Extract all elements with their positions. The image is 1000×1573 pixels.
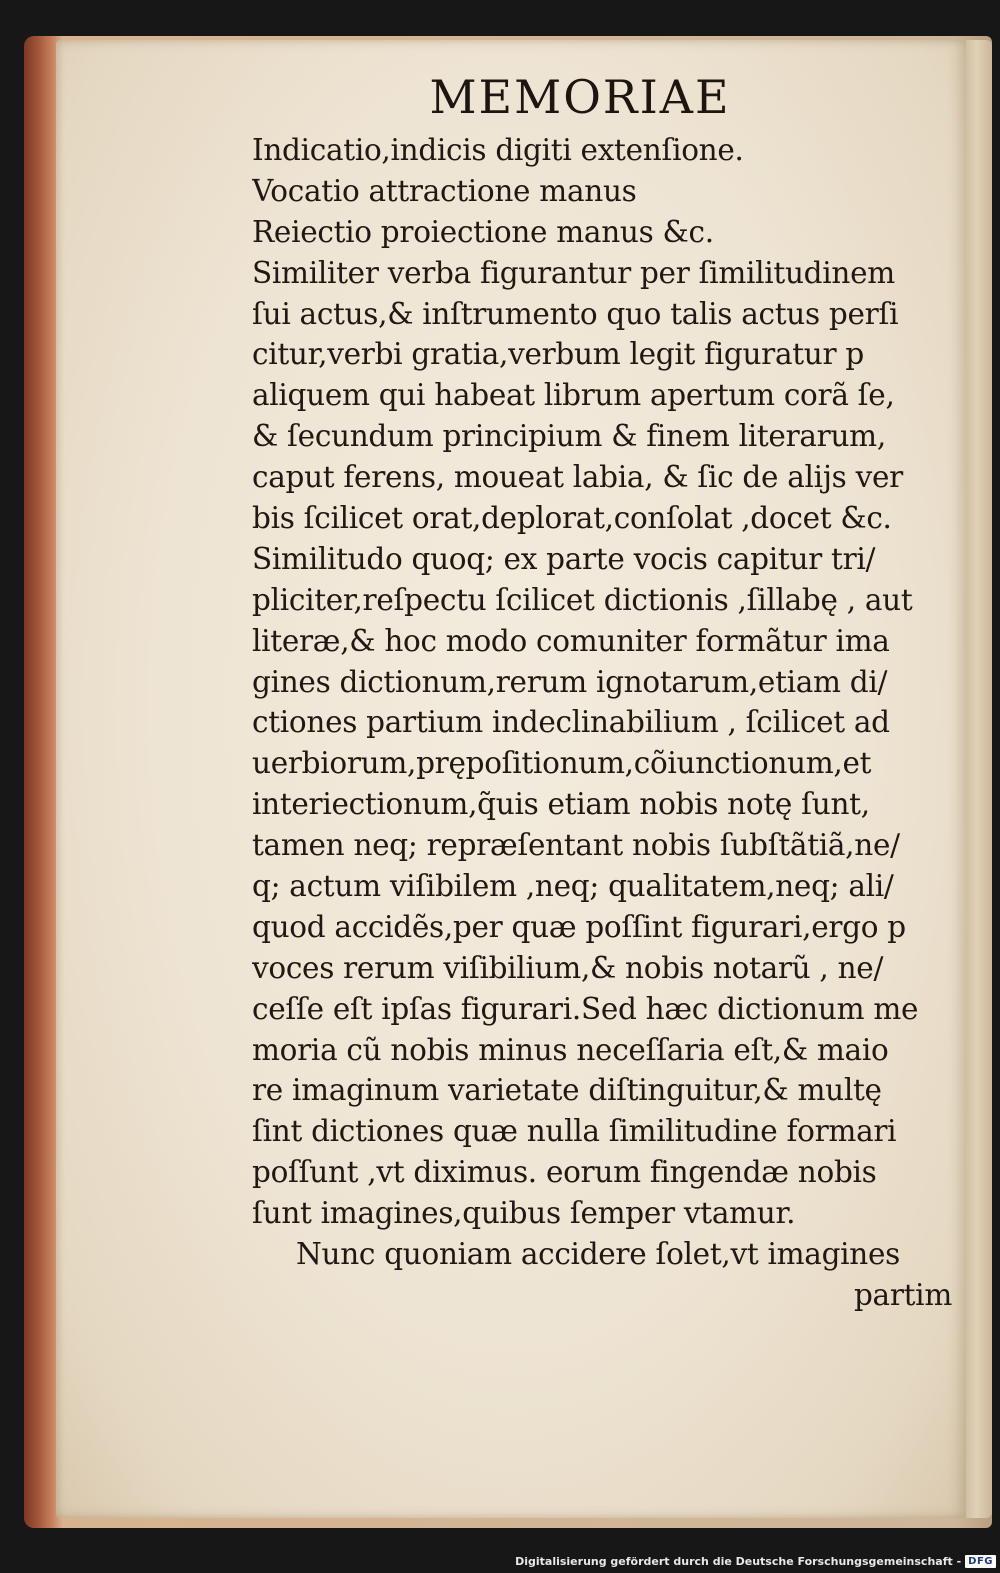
text-line: ſint dictiones quæ nulla ſimilitudine formari — [252, 1114, 897, 1149]
text-line: ſunt imagines,quibus ſemper vtamur. — [252, 1196, 796, 1231]
text-line: gines dictionum,rerum ignotarum,etiam di/ — [252, 664, 888, 699]
page-stack-edge — [966, 40, 992, 1518]
digitization-credit — [515, 1551, 996, 1571]
text-line: Indicatio,indicis digiti extenſione. — [252, 133, 744, 167]
text-line: aliquem qui habeat librum apertum corã ſe, — [252, 378, 895, 413]
page-text — [252, 130, 960, 1316]
text-line: voces rerum viſibilium,& nobis notarũ , ne/ — [252, 950, 884, 985]
text-line: re imaginum varietate diſtinguitur,& multę — [252, 1073, 882, 1108]
paragraph-start-line: Nunc quoniam accidere ſolet,vt imagines — [296, 1237, 900, 1272]
text-line: ctiones partium indeclinabilium , ſcilicet ad — [252, 705, 890, 740]
text-line: Vocatio attractione manus — [252, 173, 637, 208]
text-line: bis ſcilicet orat,deplorat,conſolat ,docet &c. — [252, 501, 892, 536]
text-line: literæ,& hoc modo comuniter formãtur ima — [252, 623, 890, 658]
text-line: tamen neq; repræſentant nobis ſubſtãtiã,ne/ — [252, 828, 900, 863]
text-line: poſſunt ,vt diximus. eorum fingendæ nobis — [252, 1155, 877, 1190]
text-line: q; actum viſibilem ,neq; qualitatem,neq; ali/ — [252, 869, 894, 904]
text-line: pliciter,reſpectu ſcilicet dictionis ,ſillabę , aut — [252, 582, 913, 617]
text-line: quod accidẽs,per quæ poſſint figurari,ergo p — [252, 909, 906, 944]
text-line: ſui actus,& inſtrumento quo talis actus perſi — [252, 296, 899, 331]
text-line: caput ferens, moueat labia, & ſic de alijs ver — [252, 460, 903, 495]
text-line: Reiectio proiectione manus &c. — [252, 214, 714, 249]
credit-text: Digitalisierung gefördert durch die Deutsche Forschungsgemeinschaft - — [515, 1554, 962, 1568]
text-line: interiectionum,q̃uis etiam nobis notę ſunt, — [252, 787, 870, 822]
text-line: moria cũ nobis minus neceſſaria eſt,& maio — [252, 1032, 889, 1067]
text-line: & ſecundum principium & finem literarum, — [252, 419, 886, 454]
text-line: citur,verbi gratia,verbum legit figuratur p — [252, 337, 864, 372]
catchword: partim — [853, 1277, 952, 1312]
dfg-logo: DFG — [965, 1555, 996, 1568]
text-line: ceſſe eſt ipſas figurari.Sed hæc dictionum me — [252, 991, 919, 1026]
text-line: Similiter verba figurantur per ſimilitudinem — [252, 255, 895, 290]
running-head: MEMORIAE — [429, 70, 731, 124]
text-line: Similitudo quoq; ex parte vocis capitur tri/ — [252, 541, 876, 576]
text-line: uerbiorum,prępoſitionum,cõiunctionum,et — [252, 746, 872, 781]
